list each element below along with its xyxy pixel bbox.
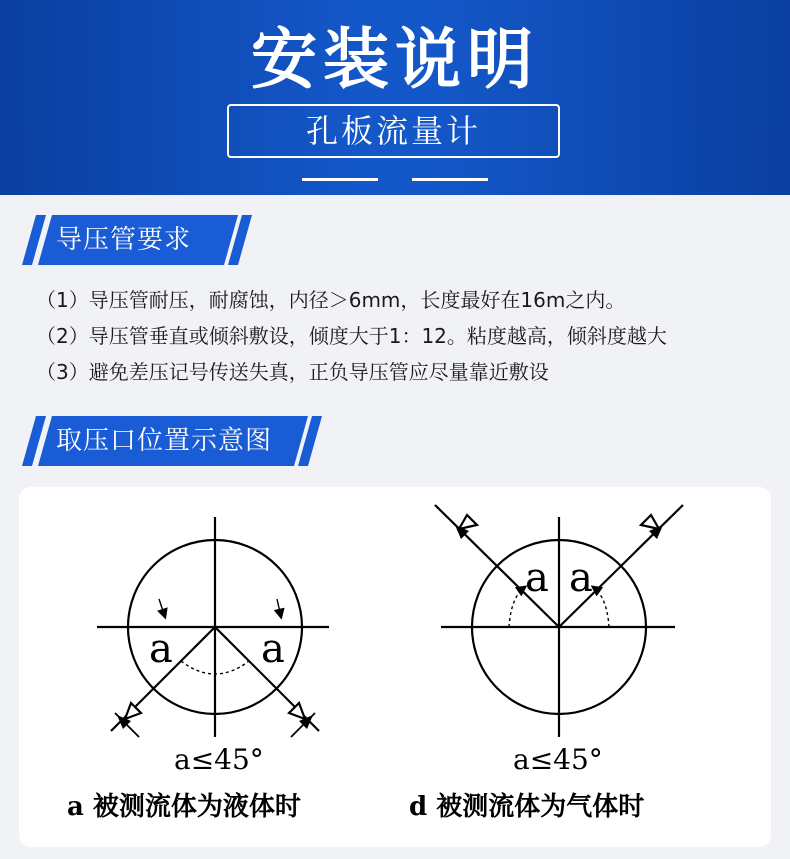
angle-symbol: a	[525, 555, 549, 601]
angle-symbol: a	[261, 626, 285, 672]
diagram-caption: a 被测流体为液体时	[67, 792, 301, 822]
list-item: （2）导压管垂直或倾斜敷设，倾度大于1：12。粘度越高，倾斜度越大	[36, 324, 667, 348]
diagram-card	[19, 487, 771, 847]
section-label: 导压管要求	[56, 225, 192, 255]
angle-condition: a≤45°	[513, 743, 603, 776]
list-item: （3）避免差压记号传送失真，正负导压管应尽量靠近敷设	[36, 360, 549, 384]
section-label: 取压口位置示意图	[56, 426, 273, 456]
angle-symbol: a	[569, 555, 593, 601]
diagram-liquid	[97, 517, 329, 737]
section-heading-requirements	[22, 215, 252, 265]
header-banner	[0, 0, 790, 195]
decorative-line-right	[412, 178, 488, 181]
angle-condition: a≤45°	[174, 743, 264, 776]
section-heading-diagram	[22, 416, 322, 466]
diagram-caption: d 被测流体为气体时	[409, 792, 645, 822]
requirements-list	[36, 282, 776, 390]
page-title: 安装说明	[251, 21, 539, 98]
angle-symbol: a	[149, 626, 173, 672]
list-item: （1）导压管耐压，耐腐蚀，内径＞6mm，长度最好在16m之内。	[36, 288, 626, 312]
diagram-gas	[435, 505, 683, 737]
decorative-line-left	[302, 178, 378, 181]
subtitle-box: 孔板流量计	[227, 104, 560, 158]
pressure-tap-diagram	[19, 487, 771, 847]
